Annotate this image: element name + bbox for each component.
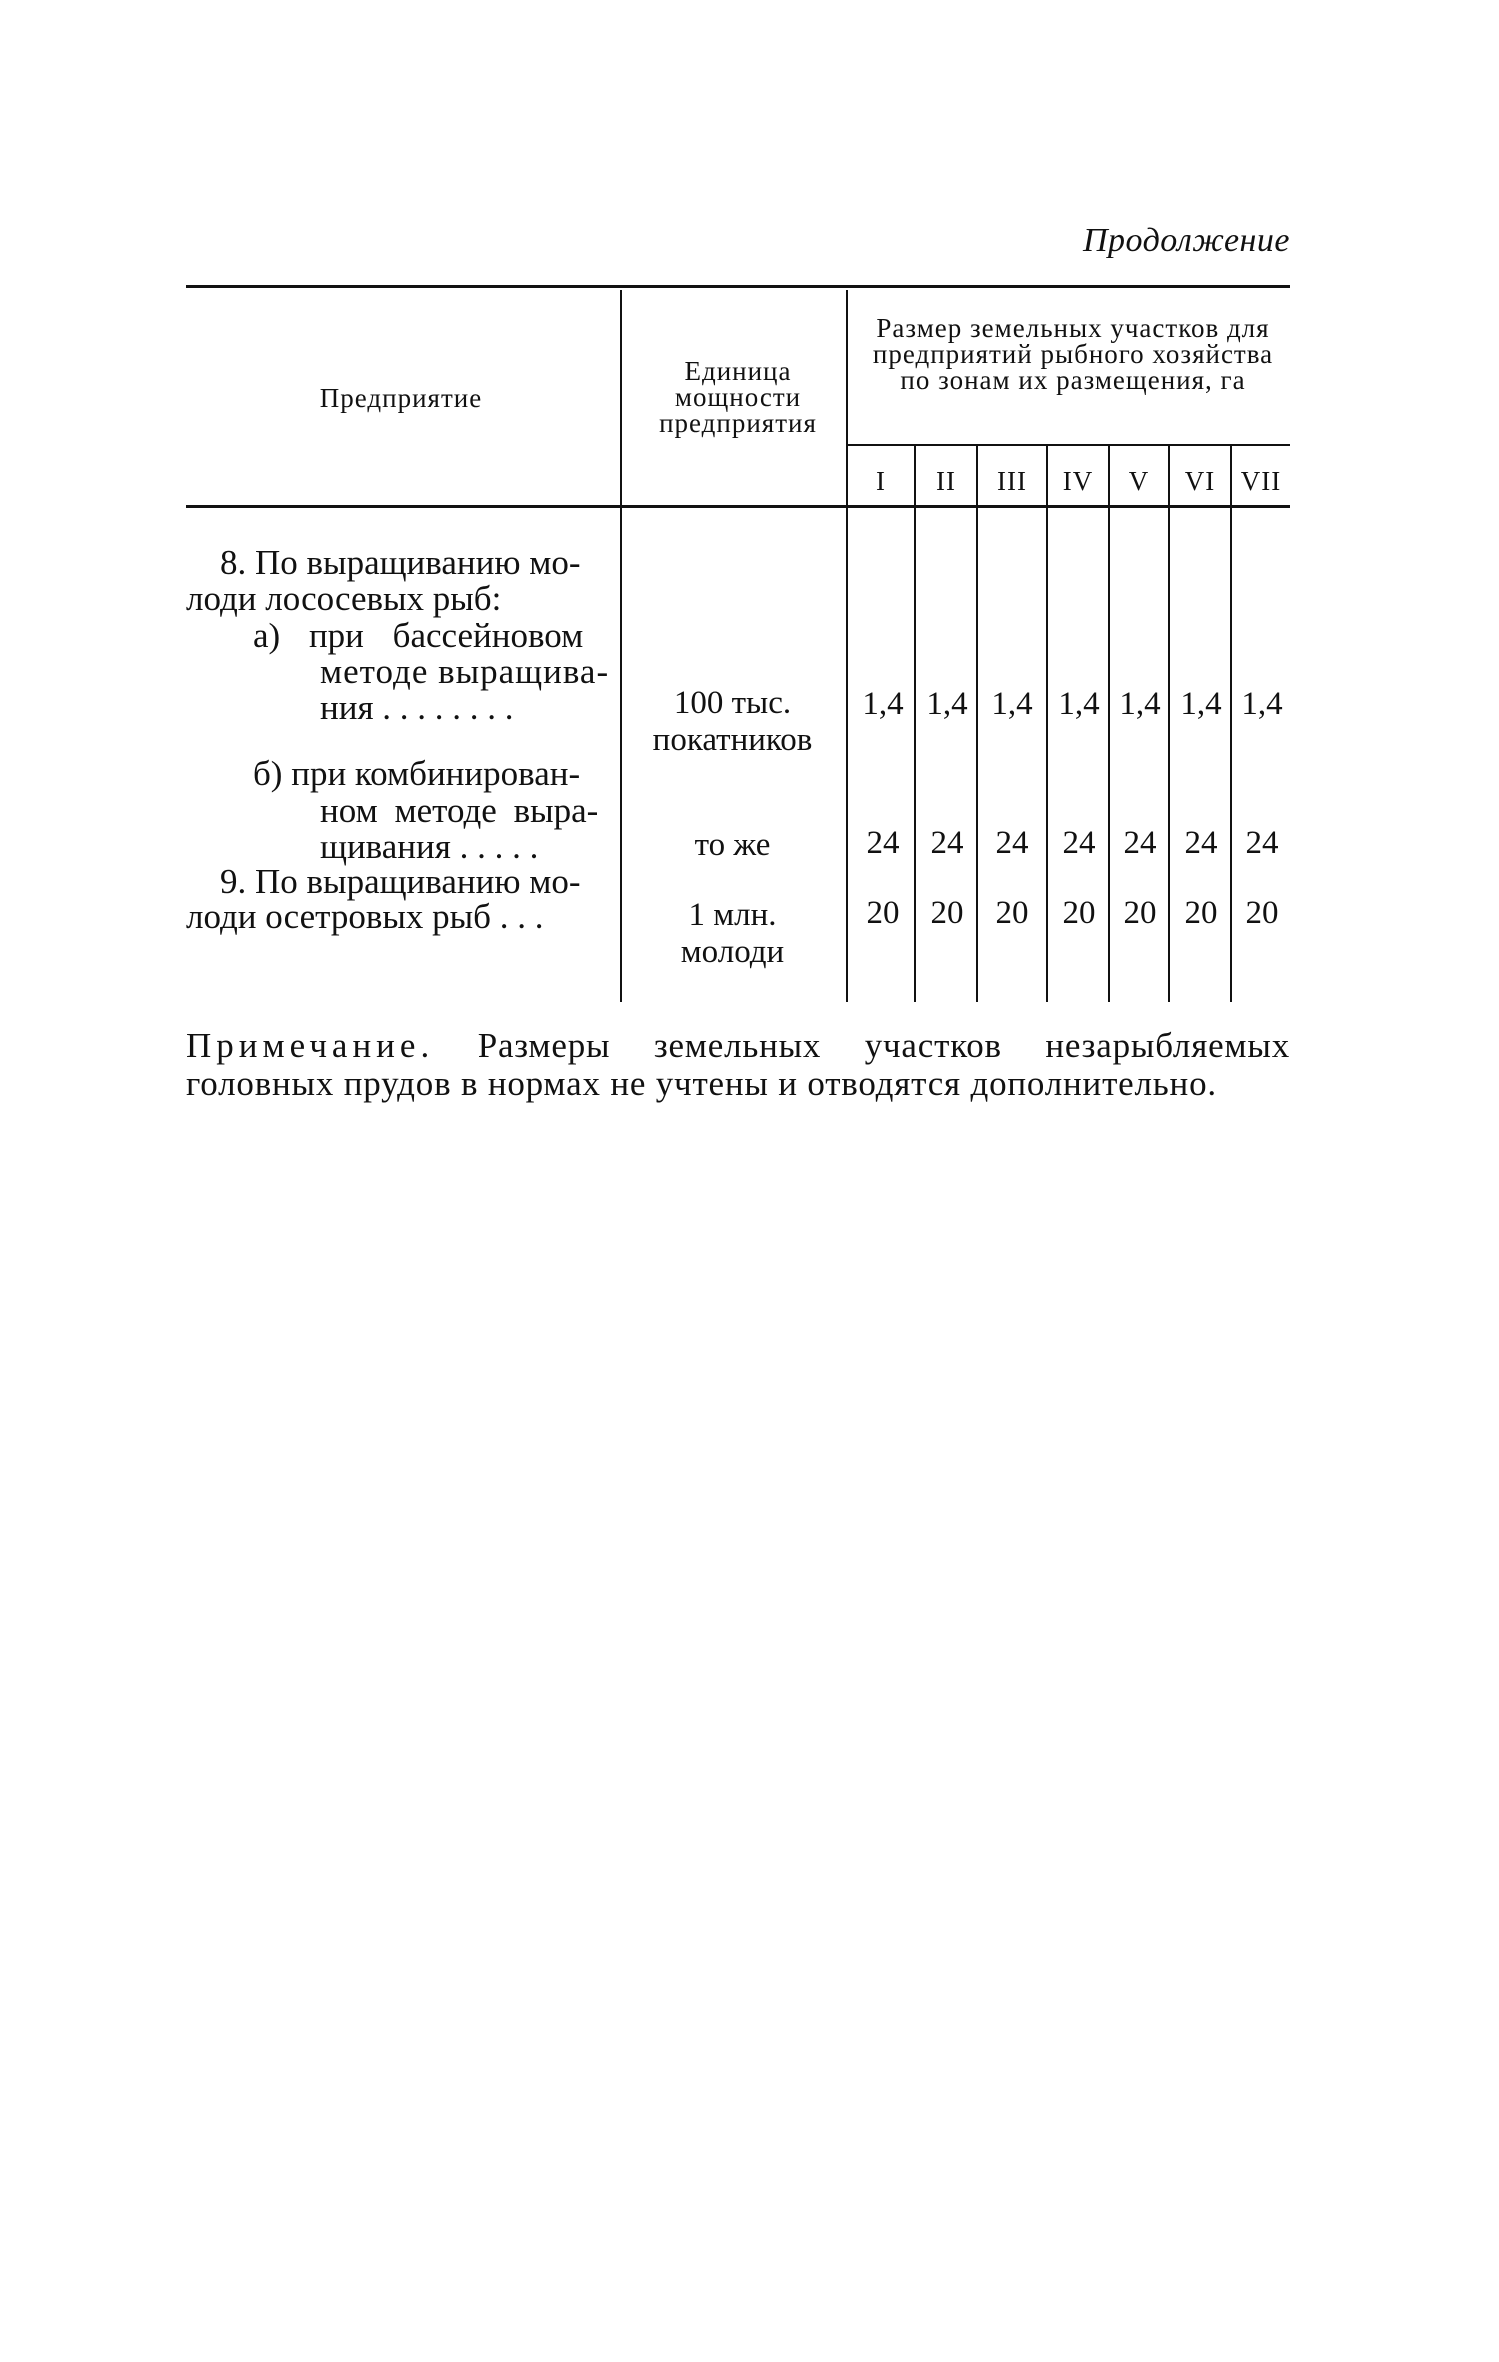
- value-cell: 1,4: [1180, 686, 1222, 722]
- value-cell: 20: [866, 895, 900, 931]
- value-cell: 20: [995, 895, 1029, 931]
- value-cell: 20: [1245, 895, 1279, 931]
- value-cell: 1,4: [1119, 686, 1161, 722]
- value-cell: 24: [1245, 825, 1279, 861]
- value-cell: 20: [930, 895, 964, 931]
- zone-header: II: [936, 466, 956, 496]
- value-cell: 24: [930, 825, 964, 861]
- value-cell: 20: [1184, 895, 1218, 931]
- value-cell: 1,4: [1241, 686, 1283, 722]
- zone-header: IV: [1062, 466, 1094, 496]
- value-cell: 24: [995, 825, 1029, 861]
- value-cell: 24: [866, 825, 900, 861]
- continuation-label: Продолжение: [1082, 222, 1290, 259]
- value-cell: 24: [1062, 825, 1096, 861]
- value-cell: 24: [1123, 825, 1157, 861]
- enterprise-text: методе выращива-: [320, 652, 610, 691]
- enterprise-text: лоди осетровых рыб . . .: [186, 897, 544, 936]
- zone-header: V: [1128, 466, 1150, 496]
- header-land-size: Размер земельных участков для предприятий рыбного хозяйства по зонам их размещения, га: [872, 313, 1274, 395]
- enterprise-text: лоди лососевых рыб:: [186, 579, 502, 618]
- unit-text: 1 млн.: [688, 897, 777, 933]
- value-cell: 20: [1123, 895, 1157, 931]
- enterprise-text: 9. По выращиванию мо-: [220, 862, 581, 901]
- value-cell: 24: [1184, 825, 1218, 861]
- enterprise-text: 8. По выращиванию мо-: [220, 543, 581, 582]
- zone-header: VI: [1184, 466, 1216, 496]
- header-enterprise: Предприятие: [319, 383, 483, 413]
- header-bottom-rule: [186, 505, 1290, 508]
- header-unit: Единица мощности предприятия: [659, 356, 817, 438]
- zone-header: VII: [1240, 466, 1282, 496]
- unit-text: покатников: [652, 722, 813, 758]
- enterprise-text: ния . . . . . . . .: [320, 688, 514, 727]
- note-text: Размеры земельных участков незарыбляемых головных прудов в нормах не учтены и отводятся дополнительно.: [186, 1026, 1290, 1103]
- enterprise-text: ном методе выра-: [320, 791, 599, 830]
- table-top-rule: [186, 285, 1290, 288]
- zone-header: III: [997, 466, 1027, 496]
- enterprise-text: а) при бассейновом: [253, 616, 584, 655]
- value-cell: 20: [1062, 895, 1096, 931]
- value-cell: 1,4: [926, 686, 968, 722]
- unit-text: 100 тыс.: [673, 685, 792, 721]
- unit-text: молоди: [680, 934, 785, 970]
- table-note: [186, 1027, 1290, 1103]
- column-divider: [846, 290, 848, 1002]
- zone-header: I: [876, 466, 886, 496]
- value-cell: 1,4: [862, 686, 904, 722]
- note-label: Примечание.: [186, 1026, 435, 1065]
- value-cell: 1,4: [991, 686, 1033, 722]
- enterprise-text: щивания . . . . .: [320, 827, 539, 866]
- enterprise-text: б) при комбинирован-: [253, 754, 581, 793]
- value-cell: 1,4: [1058, 686, 1100, 722]
- unit-text: то же: [694, 827, 771, 863]
- column-divider: [620, 290, 622, 1002]
